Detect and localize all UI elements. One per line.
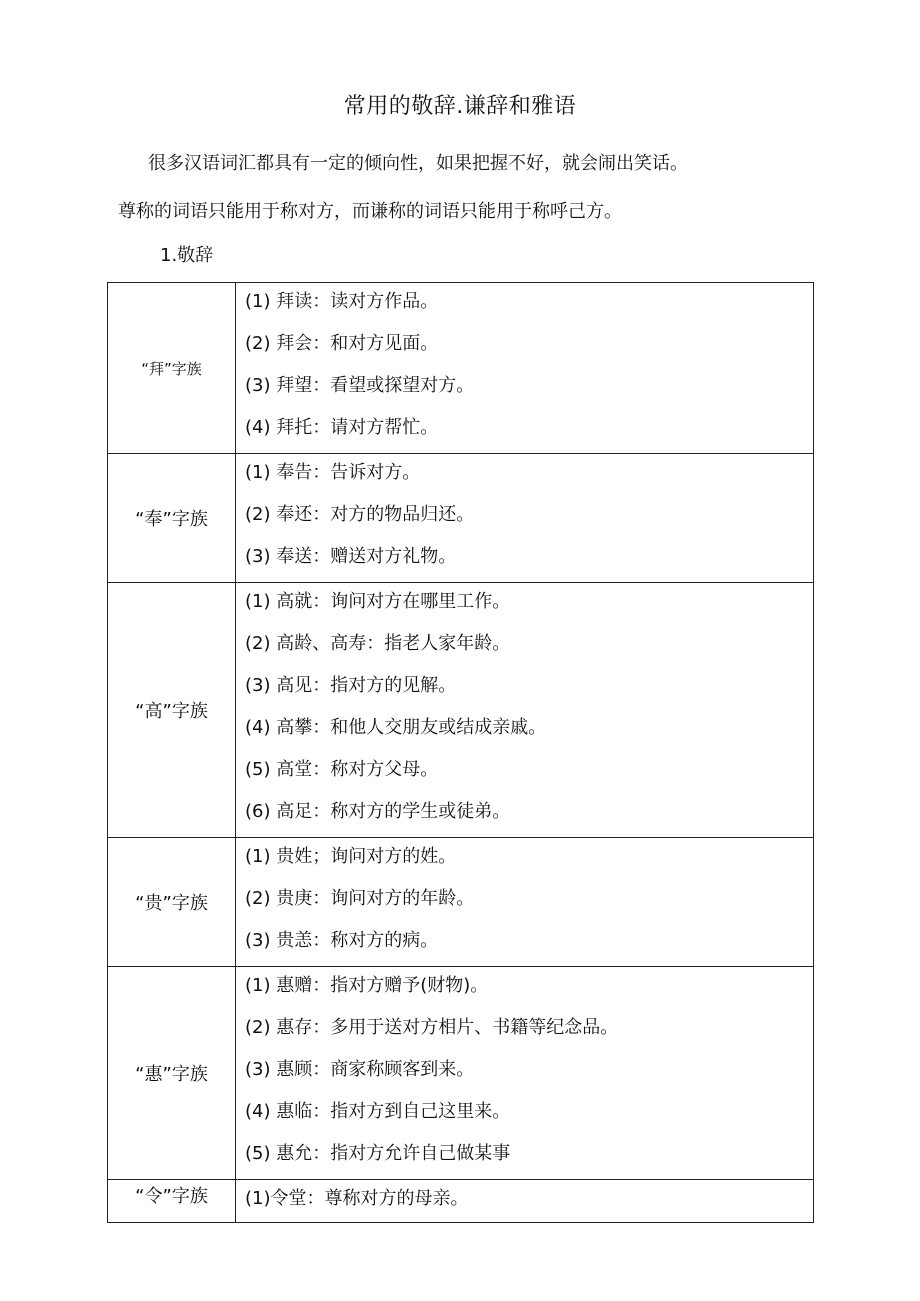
table-row [108, 454, 814, 583]
definition-item: (1) 奉告：告诉对方。 [245, 462, 421, 483]
definition-item: (1) 高就：询问对方在哪里工作。 [245, 591, 511, 612]
definition-item: (4) 高攀：和他人交朋友或结成亲戚。 [245, 717, 547, 738]
definitions-cell [236, 967, 814, 1180]
definitions-cell [236, 838, 814, 967]
word-family-cell: “惠”字族 [108, 967, 236, 1180]
definitions-cell [236, 283, 814, 454]
table-row [108, 967, 814, 1180]
definition-item: (2) 拜会：和对方见面。 [245, 333, 439, 354]
definitions-cell [236, 1180, 814, 1223]
definition-item: (4) 惠临：指对方到自己这里来。 [245, 1101, 511, 1122]
page-title: 常用的敬辞.谦辞和雅语 [343, 94, 577, 119]
word-family-cell: “令”字族 [108, 1180, 236, 1223]
definition-item: (2) 惠存：多用于送对方相片、书籍等纪念品。 [245, 1017, 619, 1038]
intro-paragraph-line-1: 很多汉语词汇都具有一定的倾向性，如果把握不好，就会闹出笑话。 [148, 153, 688, 174]
word-family-cell: “拜”字族 [108, 283, 236, 454]
definition-item: (5) 惠允：指对方允许自己做某事 [245, 1143, 511, 1164]
definition-item: (5) 高堂：称对方父母。 [245, 759, 439, 780]
definition-item: (3) 贵恙：称对方的病。 [245, 930, 439, 951]
definition-item: (3) 高见：指对方的见解。 [245, 675, 457, 696]
definition-item: (1) 拜读：读对方作品。 [245, 291, 439, 312]
definition-item: (2) 高龄、高寿：指老人家年龄。 [245, 633, 511, 654]
definition-item: (1)令堂：尊称对方的母亲。 [245, 1188, 469, 1209]
definition-item: (3) 惠顾：商家称顾客到来。 [245, 1059, 475, 1080]
table-row [108, 583, 814, 838]
table-row [108, 283, 814, 454]
section-heading: 1.敬辞 [160, 245, 214, 266]
definition-item: (2) 贵庚：询问对方的年龄。 [245, 888, 475, 909]
table-row [108, 838, 814, 967]
definitions-cell [236, 583, 814, 838]
definition-item: (3) 奉送：赠送对方礼物。 [245, 546, 457, 567]
definition-item: (1) 贵姓；询问对方的姓。 [245, 846, 457, 867]
definition-item: (6) 高足：称对方的学生或徒弟。 [245, 801, 511, 822]
definition-item: (1) 惠赠：指对方赠予(财物)。 [245, 975, 489, 996]
intro-paragraph-line-2: 尊称的词语只能用于称对方，而谦称的词语只能用于称呼己方。 [118, 201, 622, 222]
table-row [108, 1180, 814, 1223]
definition-item: (3) 拜望：看望或探望对方。 [245, 375, 475, 396]
word-family-cell: “贵”字族 [108, 838, 236, 967]
definition-item: (4) 拜托：请对方帮忙。 [245, 417, 439, 438]
word-family-cell: “奉”字族 [108, 454, 236, 583]
honorifics-table [107, 282, 814, 1223]
word-family-cell: “高”字族 [108, 583, 236, 838]
definitions-cell [236, 454, 814, 583]
definition-item: (2) 奉还：对方的物品归还。 [245, 504, 475, 525]
